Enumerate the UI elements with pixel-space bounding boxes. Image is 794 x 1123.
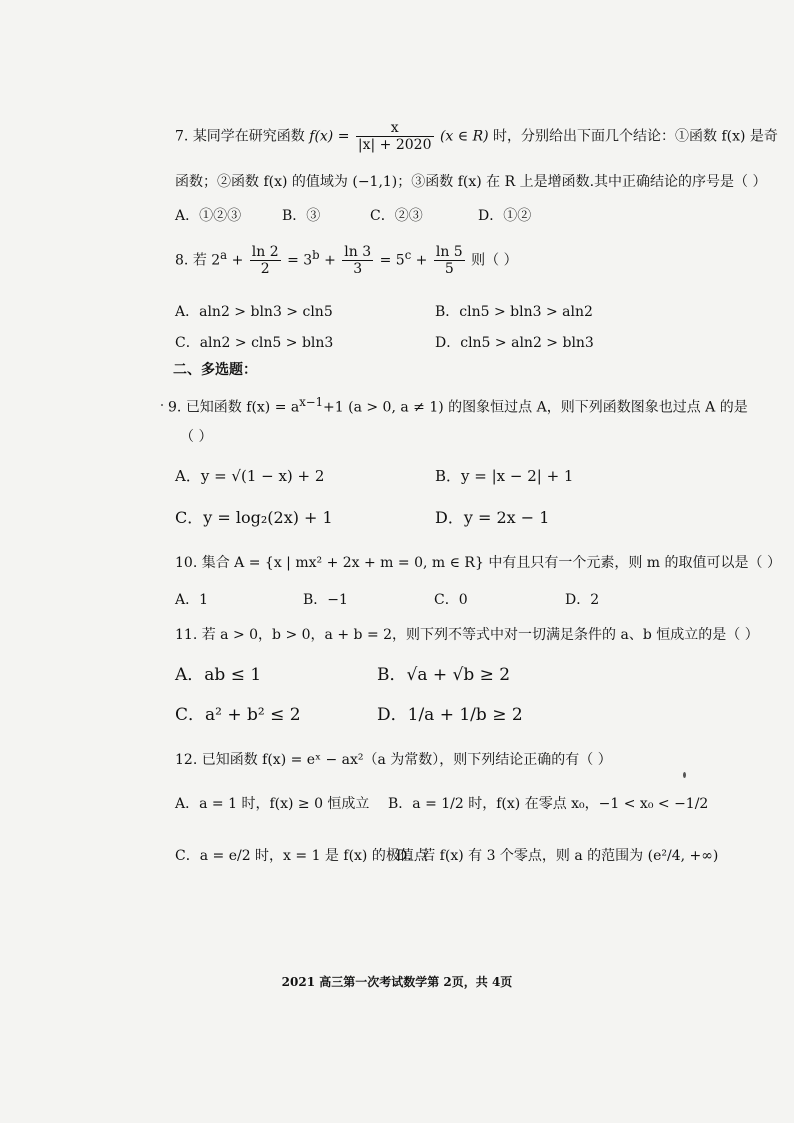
option-c: C．aln2 > cln5 > bln3: [175, 335, 334, 351]
option-b: B．y = |x − 2| + 1: [435, 467, 574, 485]
page-footer: 2021 高三第一次考试数学第 2页，共 4页: [281, 975, 513, 989]
option-a: A．aln2 > bln3 > cln5: [175, 304, 333, 320]
fraction: [250, 244, 281, 277]
option-a: A．1: [175, 592, 209, 608]
expr-part: = 3: [287, 252, 313, 269]
option-a: A．①②③: [175, 208, 242, 224]
option-a: A．a = 1 时，f(x) ≥ 0 恒成立: [175, 796, 370, 812]
question-text-cont: 时，分别给出下面几个结论：①函数 f(x) 是奇: [493, 128, 778, 145]
exponent: b: [312, 247, 320, 262]
question-text: 则（ ）: [471, 252, 518, 269]
option-d: D．①②: [478, 208, 532, 224]
option-c: C．0: [434, 592, 468, 608]
question-11: [175, 625, 759, 645]
option-d: D．1/a + 1/b ≥ 2: [377, 705, 523, 725]
question-number: 9.: [168, 399, 182, 416]
option-b: B．③: [282, 208, 321, 224]
option-b: B．√a + √b ≥ 2: [377, 665, 511, 685]
option-d: D．cln5 > aln2 > bln3: [435, 335, 594, 351]
fraction: [434, 244, 465, 277]
plus-sign: +: [231, 252, 244, 269]
option-d: D．若 f(x) 有 3 个零点，则 a 的范围为 (e²/4, +∞): [396, 848, 719, 864]
question-text: 若 a > 0，b > 0，a + b = 2，则下列不等式中对一切满足条件的 a、b 恒成立的是（ ）: [201, 627, 759, 643]
question-7-line2: 函数；②函数 f(x) 的值域为 (−1,1)；③函数 f(x) 在 R 上是增函数.其中正确结论的序号是（ ）: [175, 174, 767, 190]
option-a: A．ab ≤ 1: [175, 665, 262, 685]
domain: (x ∈ R): [439, 128, 489, 145]
function-lhs: f(x) =: [309, 128, 350, 145]
fraction-denominator: |x| + 2020: [357, 137, 432, 153]
fraction-numerator: x: [356, 120, 434, 137]
option-b: B．−1: [303, 592, 348, 608]
question-number: 11.: [175, 627, 198, 643]
question-text: 某同学在研究函数: [192, 128, 305, 145]
fraction-denominator: 2: [260, 261, 270, 277]
option-a: A．y = √(1 − x) + 2: [175, 467, 325, 485]
plus-sign: +: [415, 252, 428, 269]
question-number: 10.: [175, 555, 198, 571]
question-number: 12.: [175, 752, 198, 768]
fraction-numerator: ln 5: [435, 244, 463, 260]
question-text-cont: +1 (a > 0, a ≠ 1) 的图象恒过点 A，则下列函数图象也过点 A 的是: [323, 399, 748, 416]
option-c: C．a² + b² ≤ 2: [175, 705, 301, 725]
expr-part: = 5: [379, 252, 405, 269]
question-12: [175, 750, 612, 770]
fraction: [356, 120, 434, 153]
question-text: 已知函数 f(x) = eˣ − ax²（a 为常数），则下列结论正确的有（ ）: [201, 752, 612, 768]
question-number: 8.: [175, 252, 189, 269]
plus-sign: +: [324, 252, 336, 269]
question-10: [175, 553, 781, 573]
exponent: a: [220, 247, 228, 262]
answer-paren: （ ）: [180, 429, 213, 445]
option-b: B．a = 1/2 时，f(x) 在零点 x₀，−1 < x₀ < −1/2: [388, 796, 709, 812]
option-d: D．2: [565, 592, 600, 608]
expr-part: 若 2: [192, 252, 221, 269]
fraction-numerator: ln 2: [251, 244, 279, 260]
question-text: 已知函数 f(x) = a: [185, 399, 300, 416]
question-9: [168, 392, 748, 418]
option-b: B．cln5 > bln3 > aln2: [435, 304, 593, 320]
question-text: 集合 A = {x | mx² + 2x + m = 0, m ∈ R} 中有且只有一个元素，则 m 的取值可以是（ ）: [201, 555, 781, 571]
question-7: [175, 120, 778, 153]
fraction: [342, 244, 373, 277]
fraction-denominator: 3: [353, 261, 363, 277]
option-c: C．a = e/2 时，x = 1 是 f(x) 的极值点: [175, 848, 428, 864]
option-c: C．y = log₂(2x) + 1: [175, 508, 333, 527]
scan-speck: [683, 772, 686, 778]
question-number: 7.: [175, 128, 189, 145]
question-8: [175, 244, 518, 277]
exponent: c: [404, 247, 412, 262]
fraction-numerator: ln 3: [344, 244, 372, 260]
fraction-denominator: 5: [444, 261, 454, 277]
scan-speck: [161, 404, 163, 406]
exponent: x−1: [299, 395, 324, 409]
option-c: C．②③: [370, 208, 423, 224]
section-heading: 二、多选题：: [173, 362, 257, 378]
option-d: D．y = 2x − 1: [435, 508, 550, 527]
